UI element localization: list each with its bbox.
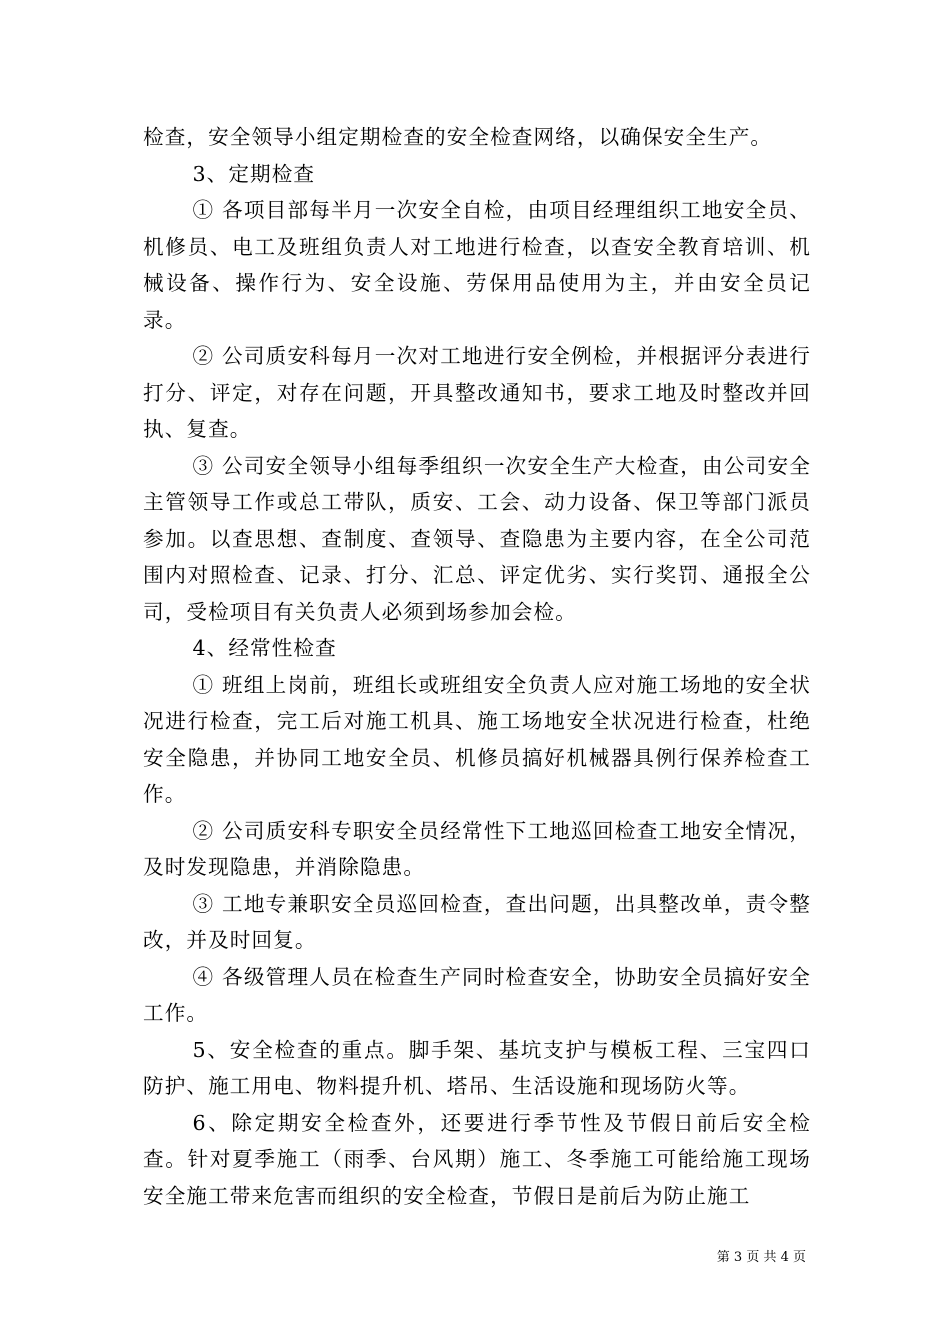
page-number-footer: 第 3 页 共 4 页 — [716, 1250, 806, 1265]
heading-periodic-inspection: 3、定期检查 — [192, 161, 316, 186]
document-body — [143, 119, 811, 1214]
heading-regular-inspection: 4、经常性检查 — [192, 636, 337, 660]
paragraph-inspection-focus: 5、安全检查的重点。脚手架、基坑支护与模板工程、三宝四口防护、施工用电、物料提升机、塔吊、生活设施和现场防火等。 — [143, 1037, 811, 1098]
paragraph-seasonal-inspection: 6、除定期安全检查外，还要进行季节性及节假日前后安全检查。针对夏季施工（雨季、台风期）施工、冬季施工可能给施工现场安全施工带来危害而组织的安全检查，节假日是前后为防止施工 — [143, 1110, 811, 1208]
paragraph-regular-2: ② 公司质安科专职安全员经常性下工地巡回检查工地安全情况，及时发现隐患，并消除隐患。 — [143, 818, 811, 879]
paragraph-regular-3: ③ 工地专兼职安全员巡回检查，查出问题，出具整改单，责令整改，并及时回复。 — [143, 891, 811, 952]
paragraph-periodic-2: ② 公司质安科每月一次对工地进行安全例检，并根据评分表进行打分、评定，对存在问题，开具整改通知书，要求工地及时整改并回执、复查。 — [143, 344, 811, 441]
paragraph-periodic-1: ① 各项目部每半月一次安全自检，由项目经理组织工地安全员、机修员、电工及班组负责人对工地进行检查，以查安全教育培训、机械设备、操作行为、安全设施、劳保用品使用为主，并由安全员记录。 — [143, 198, 811, 332]
paragraph-periodic-3: ③ 公司安全领导小组每季组织一次安全生产大检查，由公司安全主管领导工作或总工带队，质安、工会、动力设备、保卫等部门派员参加。以查思想、查制度、查领导、查隐患为主要内容，在全公司范围内对照检查、记录、打分、汇总、评定优劣、实行奖罚、通报全公司，受检项目有关负责人必须到场参加会检。 — [143, 453, 811, 624]
paragraph-regular-4: ④ 各级管理人员在检查生产同时检查安全，协助安全员搞好安全工作。 — [143, 964, 811, 1025]
paragraph-regular-1: ① 班组上岗前，班组长或班组安全负责人应对施工场地的安全状况进行检查，完工后对施工机具、施工场地安全状况进行检查，杜绝安全隐患，并协同工地安全员、机修员搞好机械器具例行保养检查工作。 — [143, 672, 811, 806]
paragraph-1: 检查，安全领导小组定期检查的安全检查网络，以确保安全生产。 — [143, 125, 773, 149]
